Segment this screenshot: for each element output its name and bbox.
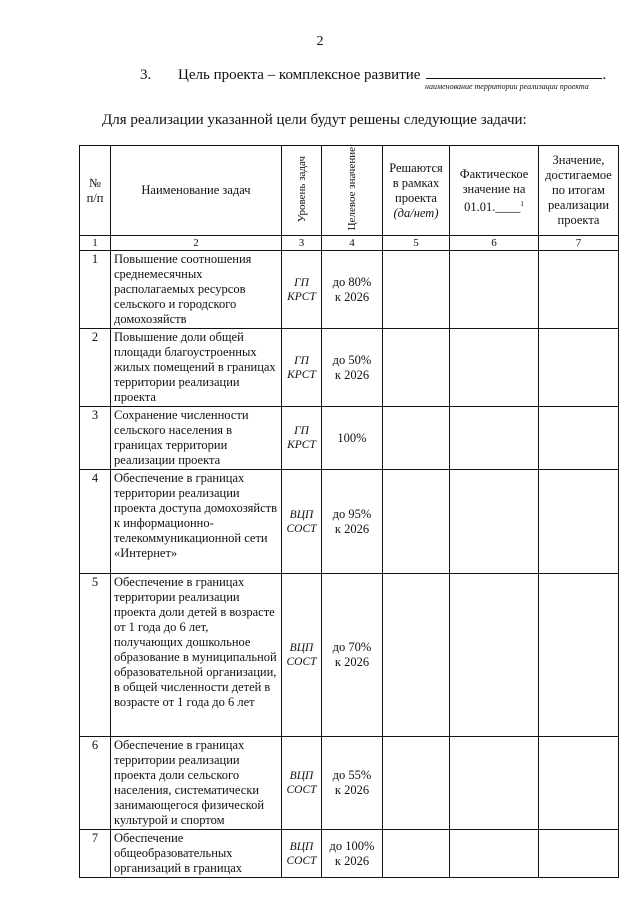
header-name: Наименование задач: [111, 146, 282, 236]
header-level: [282, 146, 322, 236]
header-actual-footnote: 1: [520, 199, 524, 208]
table-row: [80, 470, 619, 574]
row-num: 6: [80, 737, 111, 830]
table-row: [80, 251, 619, 329]
column-index-row: [80, 236, 619, 251]
row-level-program: ГП: [294, 354, 309, 367]
table-row: [80, 574, 619, 737]
row-target: [322, 407, 383, 470]
row-target-year: к 2026: [334, 367, 370, 382]
row-num: 7: [80, 830, 111, 878]
row-target: [322, 574, 383, 737]
row-target-value: до 100%: [329, 838, 375, 853]
row-result-cell: [539, 329, 619, 407]
goal-number: 3.: [140, 67, 152, 83]
row-level-code: КРСТ: [287, 439, 316, 452]
table-row: [80, 407, 619, 470]
row-task-name: Обеспечение в границах территории реализации проекта доступа домохозяйств к информационно-телекоммуникационной сети «Интернет»: [111, 470, 282, 574]
row-decided-cell: [383, 251, 450, 329]
row-target-year: к 2026: [334, 783, 370, 798]
row-level-program: ГП: [294, 276, 309, 289]
row-level-program: ГП: [294, 425, 309, 438]
header-level-text: Уровень задач: [295, 155, 308, 222]
row-level-code: СОСТ: [286, 522, 317, 535]
row-level: [282, 329, 322, 407]
tasks-table: [79, 145, 619, 878]
column-index: 6: [450, 236, 539, 251]
row-level-code: СОСТ: [286, 854, 317, 867]
row-target: [322, 251, 383, 329]
row-target-value: до 55%: [332, 768, 372, 783]
page-number: 2: [316, 34, 324, 49]
row-level-program: ВЦП: [289, 840, 314, 853]
row-level: [282, 737, 322, 830]
header-target-text: Целевое значение: [346, 147, 358, 231]
row-level: [282, 251, 322, 329]
goal-end-dot: .: [602, 67, 607, 83]
column-index: 1: [80, 236, 111, 251]
header-target: [322, 146, 383, 236]
row-level-code: СОСТ: [286, 784, 317, 797]
row-task-name: Сохранение численности сельского населения в границах территории реализации проекта: [111, 407, 282, 470]
goal-blank-line: [426, 66, 602, 79]
row-actual-cell: [450, 329, 539, 407]
row-task-name: Обеспечение в границах территории реализации проекта доли сельского населения, систематически занимающегося физической культурой и спортом: [111, 737, 282, 830]
row-result-cell: [539, 251, 619, 329]
row-task-name: Обеспечение общеобразовательных организаций в границах: [111, 830, 282, 878]
header-actual-date: 01.01.____: [464, 199, 521, 214]
table-row: [80, 737, 619, 830]
header-decided-hint: (да/нет): [393, 205, 439, 220]
row-target: [322, 470, 383, 574]
table-row: [80, 329, 619, 407]
row-num: 2: [80, 329, 111, 407]
row-target-value: до 70%: [332, 640, 372, 655]
row-target-year: к 2026: [334, 853, 370, 868]
row-decided-cell: [383, 574, 450, 737]
row-level-program: ВЦП: [289, 508, 314, 521]
row-result-cell: [539, 737, 619, 830]
table-row: [80, 830, 619, 878]
row-result-cell: [539, 574, 619, 737]
row-decided-cell: [383, 407, 450, 470]
row-target-value: до 80%: [332, 274, 372, 289]
row-task-name: Повышение доли общей площади благоустроенных жилых помещений в границах территории реализации проекта: [111, 329, 282, 407]
row-num: 3: [80, 407, 111, 470]
goal-caption: наименование территории реализации проекта: [425, 82, 589, 91]
row-decided-cell: [383, 329, 450, 407]
row-task-name: Повышение соотношения среднемесячных располагаемых ресурсов сельского и городского домохозяйств: [111, 251, 282, 329]
column-index: 2: [111, 236, 282, 251]
row-num: 4: [80, 470, 111, 574]
column-index: 7: [539, 236, 619, 251]
header-row: [80, 146, 619, 236]
column-index: 3: [282, 236, 322, 251]
row-target: [322, 737, 383, 830]
row-level-program: ВЦП: [289, 642, 314, 655]
row-target-year: к 2026: [334, 655, 370, 670]
row-target: [322, 329, 383, 407]
row-target-year: к 2026: [334, 289, 370, 304]
header-decided: [383, 146, 450, 236]
goal-text: Цель проекта – комплексное развитие: [178, 67, 421, 83]
column-index: 4: [322, 236, 383, 251]
row-decided-cell: [383, 737, 450, 830]
row-target-value: до 50%: [332, 352, 372, 367]
row-actual-cell: [450, 251, 539, 329]
row-level-program: ВЦП: [289, 770, 314, 783]
row-num: 5: [80, 574, 111, 737]
header-num: № п/п: [80, 146, 111, 236]
row-result-cell: [539, 830, 619, 878]
row-result-cell: [539, 470, 619, 574]
row-decided-cell: [383, 830, 450, 878]
header-actual: [450, 146, 539, 236]
row-target: [322, 830, 383, 878]
row-target-value: 100%: [337, 430, 367, 445]
row-result-cell: [539, 407, 619, 470]
row-level: [282, 830, 322, 878]
row-level: [282, 470, 322, 574]
row-actual-cell: [450, 407, 539, 470]
row-actual-cell: [450, 574, 539, 737]
row-level-code: КРСТ: [287, 368, 316, 381]
header-result: Значение, достигаемое по итогам реализации проекта: [539, 146, 619, 236]
row-level: [282, 574, 322, 737]
row-target-year: к 2026: [334, 521, 370, 536]
intro-text: Для реализации указанной цели будут решены следующие задачи:: [102, 112, 527, 128]
row-level: [282, 407, 322, 470]
header-actual-text: Фактическое значение на: [459, 166, 529, 196]
row-actual-cell: [450, 830, 539, 878]
row-level-code: СОСТ: [286, 656, 317, 669]
column-index: 5: [383, 236, 450, 251]
header-decided-text: Решаются в рамках проекта: [389, 160, 443, 205]
row-target-value: до 95%: [332, 506, 372, 521]
row-num: 1: [80, 251, 111, 329]
row-decided-cell: [383, 470, 450, 574]
row-task-name: Обеспечение в границах территории реализации проекта доли детей в возрасте от 1 года до 6 лет, получающих дошкольное образование в муниципальной образовательной организации, в общей численности детей в возрасте от 1 года до 6 лет: [111, 574, 282, 737]
row-actual-cell: [450, 470, 539, 574]
row-actual-cell: [450, 737, 539, 830]
row-level-code: КРСТ: [287, 290, 316, 303]
